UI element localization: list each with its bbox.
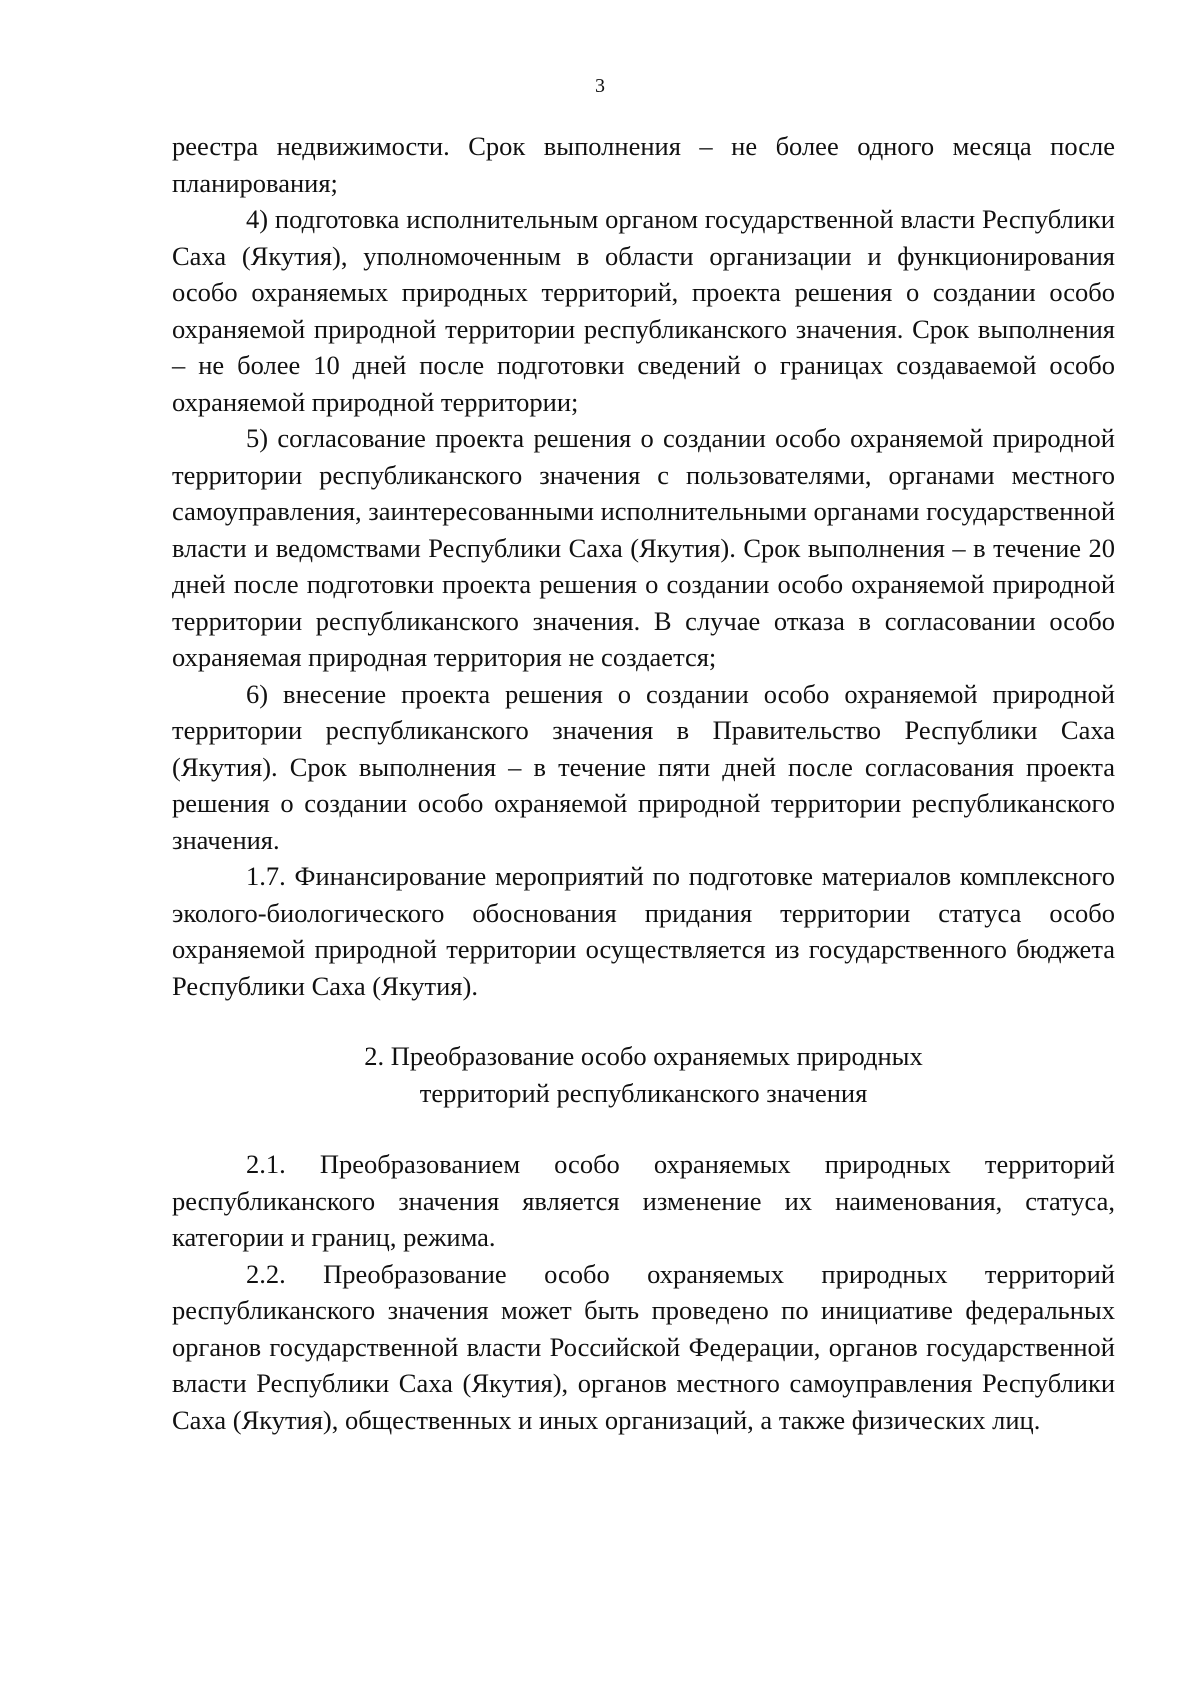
- paragraph-item-6: 6) внесение проекта решения о создании особо охраняемой природной территории республиканского значения в Правительство Республики Саха (Якутия). Срок выполнения – в течение пяти дней после согласования проекта решения о создании особо охраняемой природной территории республиканского значения.: [172, 678, 1115, 855]
- paragraph-1-7: 1.7. Финансирование мероприятий по подготовке материалов комплексного эколого-биологического обоснования придания территории статуса особо охраняемой природной территории осуществляется из государственного бюджета Республики Саха (Якутия).: [172, 861, 1115, 1001]
- page-number: 3: [595, 75, 605, 97]
- paragraph-item-4: 4) подготовка исполнительным органом государственной власти Республики Саха (Якутия), уполномоченным в области организации и функционирования особо охраняемых природных территорий, проекта решения о создании особо охраняемой природной территории республиканского значения. Срок выполнения – не более 10 дней после подготовки сведений о границах создаваемой особо охраняемой природной территории;: [172, 204, 1115, 417]
- section-heading-line-1: 2. Преобразование особо охраняемых природных: [364, 1041, 923, 1071]
- paragraph-2-1: 2.1. Преобразованием особо охраняемых природных территорий республиканского значения является изменение их наименования, статуса, категории и границ, режима.: [172, 1149, 1115, 1252]
- section-heading-line-2: территорий республиканского значения: [419, 1077, 868, 1108]
- section-heading: [172, 1038, 1115, 1111]
- paragraph-continuation: реестра недвижимости. Срок выполнения – не более одного месяца после планирования;: [172, 131, 1115, 198]
- document-body: [172, 128, 1115, 1438]
- paragraph-2-2: 2.2. Преобразование особо охраняемых природных территорий республиканского значения может быть проведено по инициативе федеральных органов государственной власти Российской Федерации, органов государственной власти Республики Саха (Якутия), органов местного самоуправления Республики Саха (Якутия), общественных и иных организаций, а также физических лиц.: [172, 1258, 1115, 1435]
- paragraph-item-5: 5) согласование проекта решения о создании особо охраняемой природной территории республиканского значения с пользователями, органами местного самоуправления, заинтересованными исполнительными органами государственной власти и ведомствами Республики Саха (Якутия). Срок выполнения – в течение 20 дней после подготовки проекта решения о создании особо охраняемой природной территории республиканского значения. В случае отказа в согласовании особо охраняемая природная территория не создается;: [172, 423, 1115, 672]
